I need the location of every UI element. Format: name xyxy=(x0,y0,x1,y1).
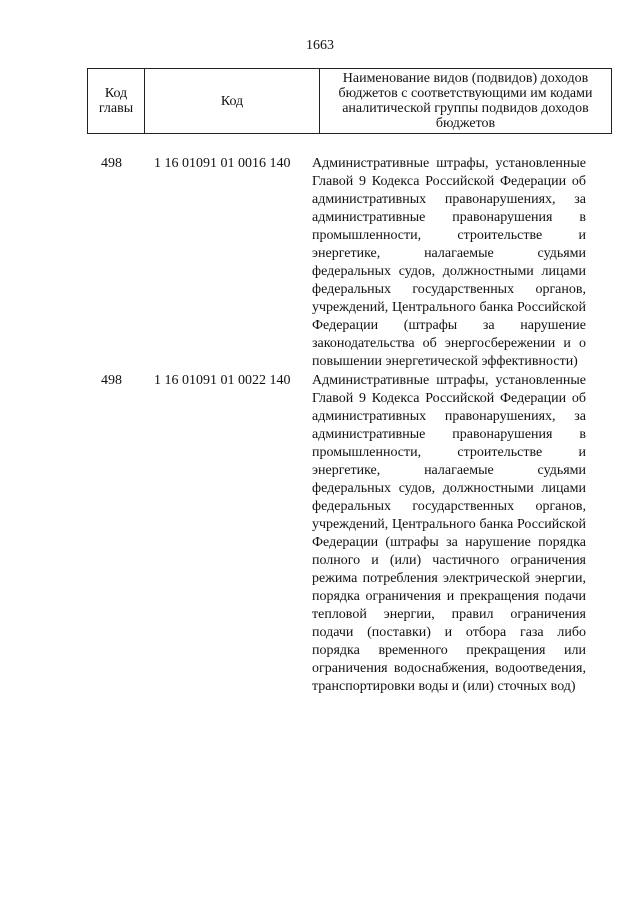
revenue-description: Административные штрафы, установленные Главой 9 Кодекса Российской Федерации об административных правонарушениях, за административные правонарушения в промышленности, строительстве и энергетике, налагаемые судьями федеральных судов, должностными лицами федеральных государственных органов, учреждений, Центрального банка Российской Федерации (штрафы за нарушение порядка полного и (или) частичного ограничения режима потребления электрической энергии, порядка ограничения и прекращения подачи тепловой энергии, правил ограничения подачи (поставки) и отбора газа либо порядка временного прекращения или ограничения водоснабжения, водоотведения, транспортировки воды и (или) сточных вод) xyxy=(312,373,586,694)
page-number: 1663 xyxy=(306,38,334,53)
header-chapter-code: Код главы xyxy=(88,69,145,134)
table-header-row xyxy=(88,69,612,134)
chapter-code: 498 xyxy=(101,373,122,388)
header-name: Наименование видов (подвидов) доходов бюджетов с соответствующими им кодами аналитической группы подвидов доходов бюджетов xyxy=(320,69,612,134)
revenue-description: Административные штрафы, установленные Главой 9 Кодекса Российской Федерации об административных правонарушениях, за административные правонарушения в промышленности, строительстве и энергетике, налагаемые судьями федеральных судов, должностными лицами федеральных государственных органов, учреждений, Центрального банка Российской Федерации (штрафы за нарушение законодательства об энергосбережении и о повышении энергетической эффективности) xyxy=(312,156,586,369)
chapter-code: 498 xyxy=(101,156,122,171)
table-header xyxy=(87,68,612,134)
revenue-code: 1 16 01091 01 0016 140 xyxy=(154,156,291,171)
revenue-code: 1 16 01091 01 0022 140 xyxy=(154,373,291,388)
header-code: Код xyxy=(145,69,320,134)
